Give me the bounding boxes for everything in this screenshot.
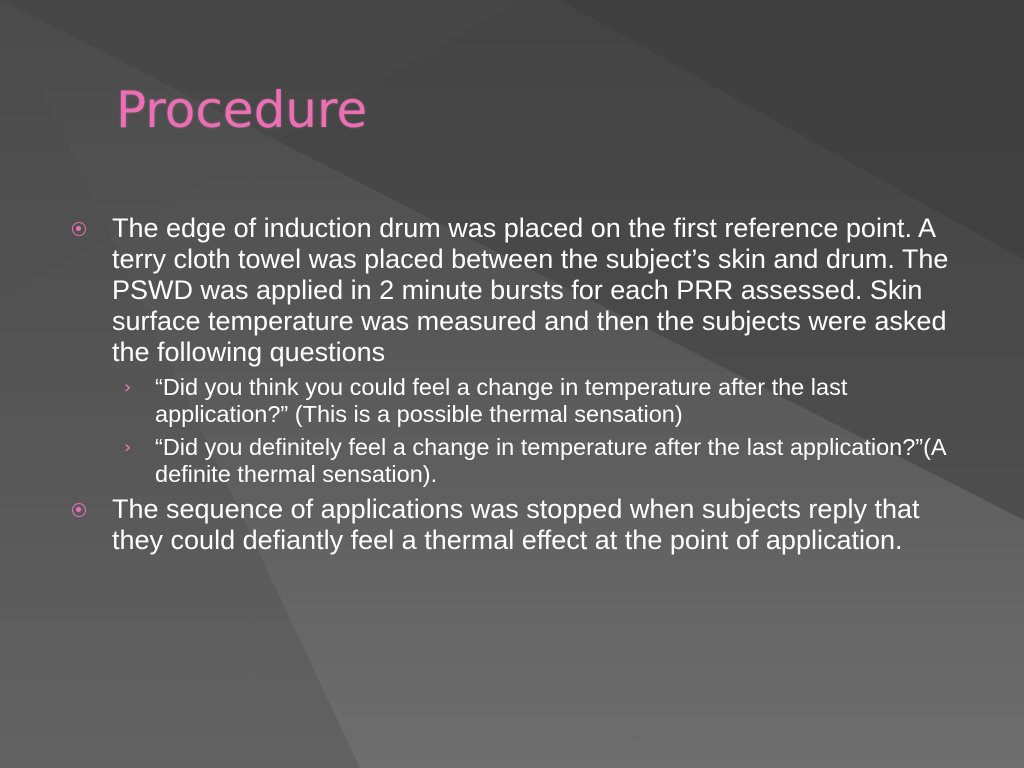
bullet-item (72, 494, 972, 556)
circle-dot-bullet-icon (72, 503, 86, 517)
sub-bullet-list (72, 374, 972, 488)
bullet-text: The sequence of applications was stopped when subjects reply that they could defiantly feel a thermal effect at the point of application. (112, 494, 920, 555)
bullet-text: The edge of induction drum was placed on the first reference point. A terry cloth towel was placed between the subject’s skin and drum. The PSWD was applied in 2 minute bursts for each PRR assessed. Skin surface temperature was measured and then the subjects were asked the following questions (112, 213, 949, 367)
slide-title: Procedure (116, 81, 368, 139)
circle-dot-bullet-icon (72, 222, 86, 236)
slide-content (72, 213, 972, 560)
sub-bullet-item (72, 374, 972, 428)
chevron-right-icon: › (124, 377, 132, 398)
sub-bullet-text: “Did you definitely feel a change in temperature after the last application?”(A definite thermal sensation). (155, 434, 946, 487)
sub-bullet-item (72, 434, 972, 488)
sub-bullet-text: “Did you think you could feel a change in temperature after the last application?” (This is a possible thermal sensation) (155, 374, 848, 427)
bullet-item (72, 213, 972, 368)
chevron-right-icon: › (124, 437, 132, 458)
